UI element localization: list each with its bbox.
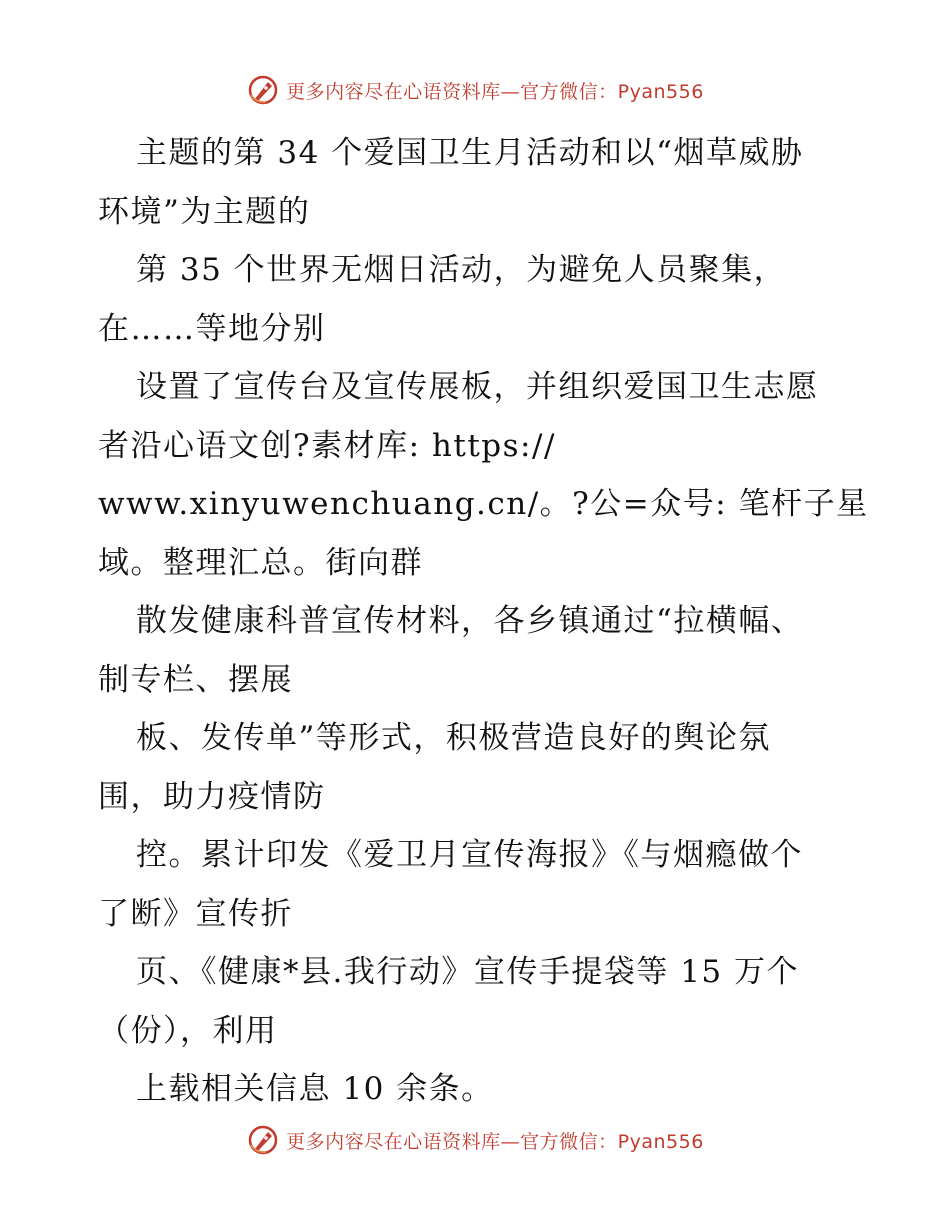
text-line: 控。累计印发《爱卫月宣传海报》《与烟瘾做个 [136,837,803,873]
text-line: 者沿心语文创?素材库: https:// [98,427,556,464]
footer-watermark [0,1120,950,1160]
watermark-text: 更多内容尽在心语资料库—官方微信：Pyan556 [286,80,704,103]
text-line: 环境”为主题的 [98,193,311,230]
text-line: 上载相关信息 10 余条。 [136,1071,494,1107]
text-line: www.xinyuwenchuang.cn/。?公=众号: 笔杆子星 [98,486,869,522]
text-line: 页、《健康*县.我行动》宣传手提袋等 15 万个 [136,954,800,990]
text-line: 板、发传单”等形式，积极营造良好的舆论氛 [136,720,771,756]
text-line: 域。整理汇总。街向群 [98,544,423,581]
document-body [98,124,869,1119]
text-line: 在……等地分别 [98,310,326,347]
text-line: 第 35 个世界无烟日活动，为避免人员聚集， [136,252,787,288]
pen-nib-logo-icon [246,73,280,107]
text-line: 设置了宣传台及宣传展板，并组织爱国卫生志愿 [136,369,819,405]
text-line: 制专栏、摆展 [98,661,293,698]
text-line: 了断》宣传折 [98,895,293,932]
text-line: 散发健康科普宣传材料，各乡镇通过“拉横幅、 [136,603,804,639]
text-line: （份），利用 [98,1012,278,1049]
text-line: 围，助力疫情防 [98,778,326,815]
header-watermark [0,70,950,110]
text-line: 主题的第 34 个爱国卫生月活动和以“烟草威胁 [136,135,804,171]
watermark-text: 更多内容尽在心语资料库—官方微信：Pyan556 [286,1130,704,1153]
pen-nib-logo-icon [246,1123,280,1157]
